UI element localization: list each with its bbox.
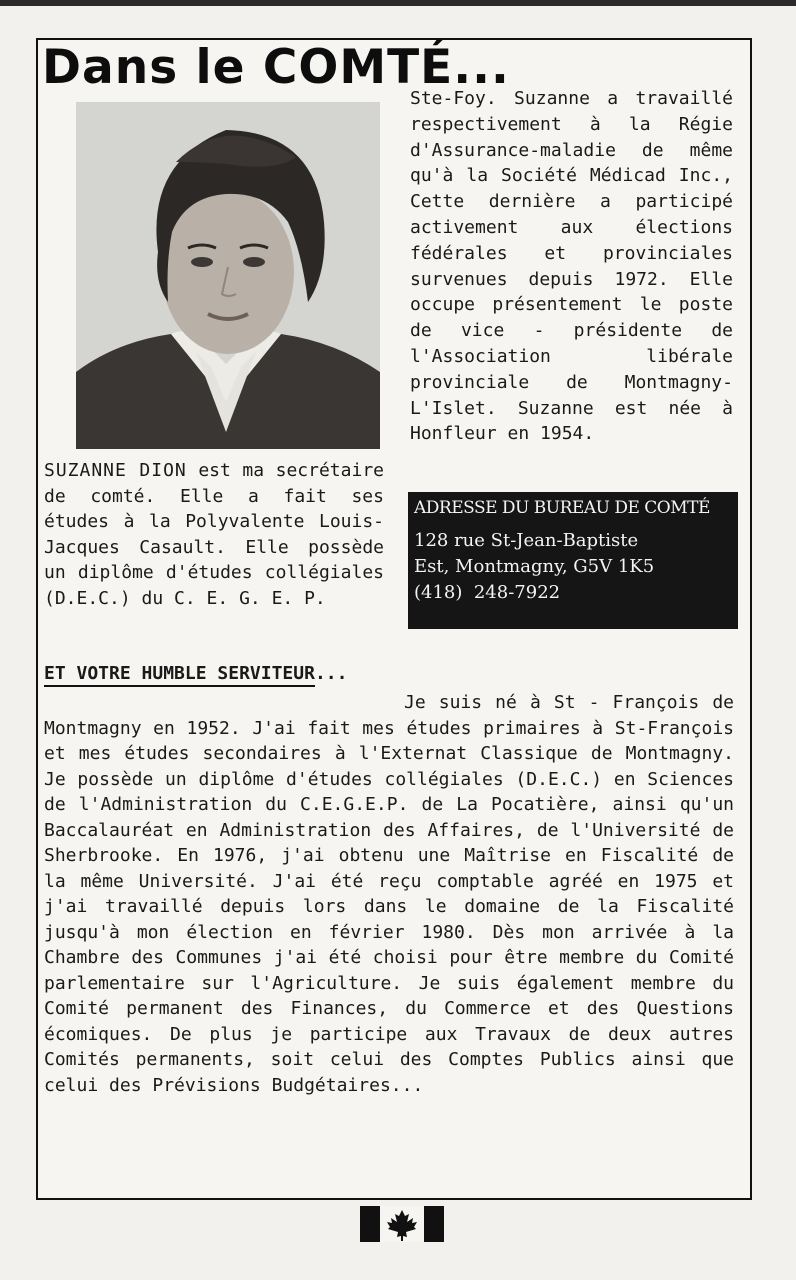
secretary-name: SUZANNE DION <box>44 460 187 481</box>
office-address-box <box>408 492 738 629</box>
address-title: ADRESSE DU BUREAU DE COMTÉ <box>414 498 710 518</box>
page-top-edge <box>0 0 796 6</box>
address-line-city: Est, Montmagny, G5V 1K5 <box>414 556 655 577</box>
section-heading-suffix: ... <box>314 663 348 684</box>
page-title: Dans le COMTÉ... <box>42 40 510 95</box>
secretary-bio-continued: Ste-Foy. Suzanne a travaillé respectivement à la Régie d'Assurance-maladie de même qu'à la Société Médicad Inc., Cette dernière a participé activement aux élections fédérales et provinciales survenues depuis 1972. Elle occupe présentement le poste de vice - présidente de l'Association libérale provinciale de Montmagny-L'Islet. Suzanne est née à Honfleur en 1954. <box>410 88 733 445</box>
section-heading-text: ET VOTRE HUMBLE SERVITEUR <box>44 663 315 687</box>
address-line-street: 128 rue St-Jean-Baptiste <box>414 530 639 551</box>
address-line-phone: (418) 248-7922 <box>414 582 561 603</box>
author-biography: Je suis né à St - François de Montmagny en 1952. J'ai fait mes études primaires à St-François et mes études secondaires à l'Externat Classique de Montmagny. Je possède un diplôme d'études collégiales (D.E.C.) en Sciences de l'Administration du C.E.G.E.P. de La Pocatière, ainsi qu'un Baccalauréat en Administration des Affaires, de l'Université de Sherbrooke. En 1976, j'ai obtenu une Maîtrise en Fiscalité de la même Université. J'ai été reçu comptable agréé en 1975 et j'ai travaillé depuis lors dans le domaine de la Fiscalité jusqu'à mon élection en février 1980. Dès mon arrivée à la Chambre des Communes j'ai été choisi pour être membre du Comité parlementaire sur l'Agriculture. Je suis également membre du Comité permanent des Finances, du Commerce et des Questions écomiques. De plus je participe aux Travaux de deux autres Comités permanents, soit celui des Comptes Publics ainsi que celui des Prévisions Budgétaires... <box>44 692 734 1096</box>
section-heading <box>44 662 347 686</box>
secretary-intro-text: est ma secrétaire de comté. Elle a fait ses études à la Polyvalente Louis-Jacques Casault. Elle possède un diplôme d'études collégiales (D.E.C.) du C. E. G. E. P. <box>44 460 384 609</box>
canada-flag-icon <box>360 1206 444 1242</box>
portrait-photo <box>76 102 380 449</box>
secretary-bio-intro <box>44 458 384 612</box>
